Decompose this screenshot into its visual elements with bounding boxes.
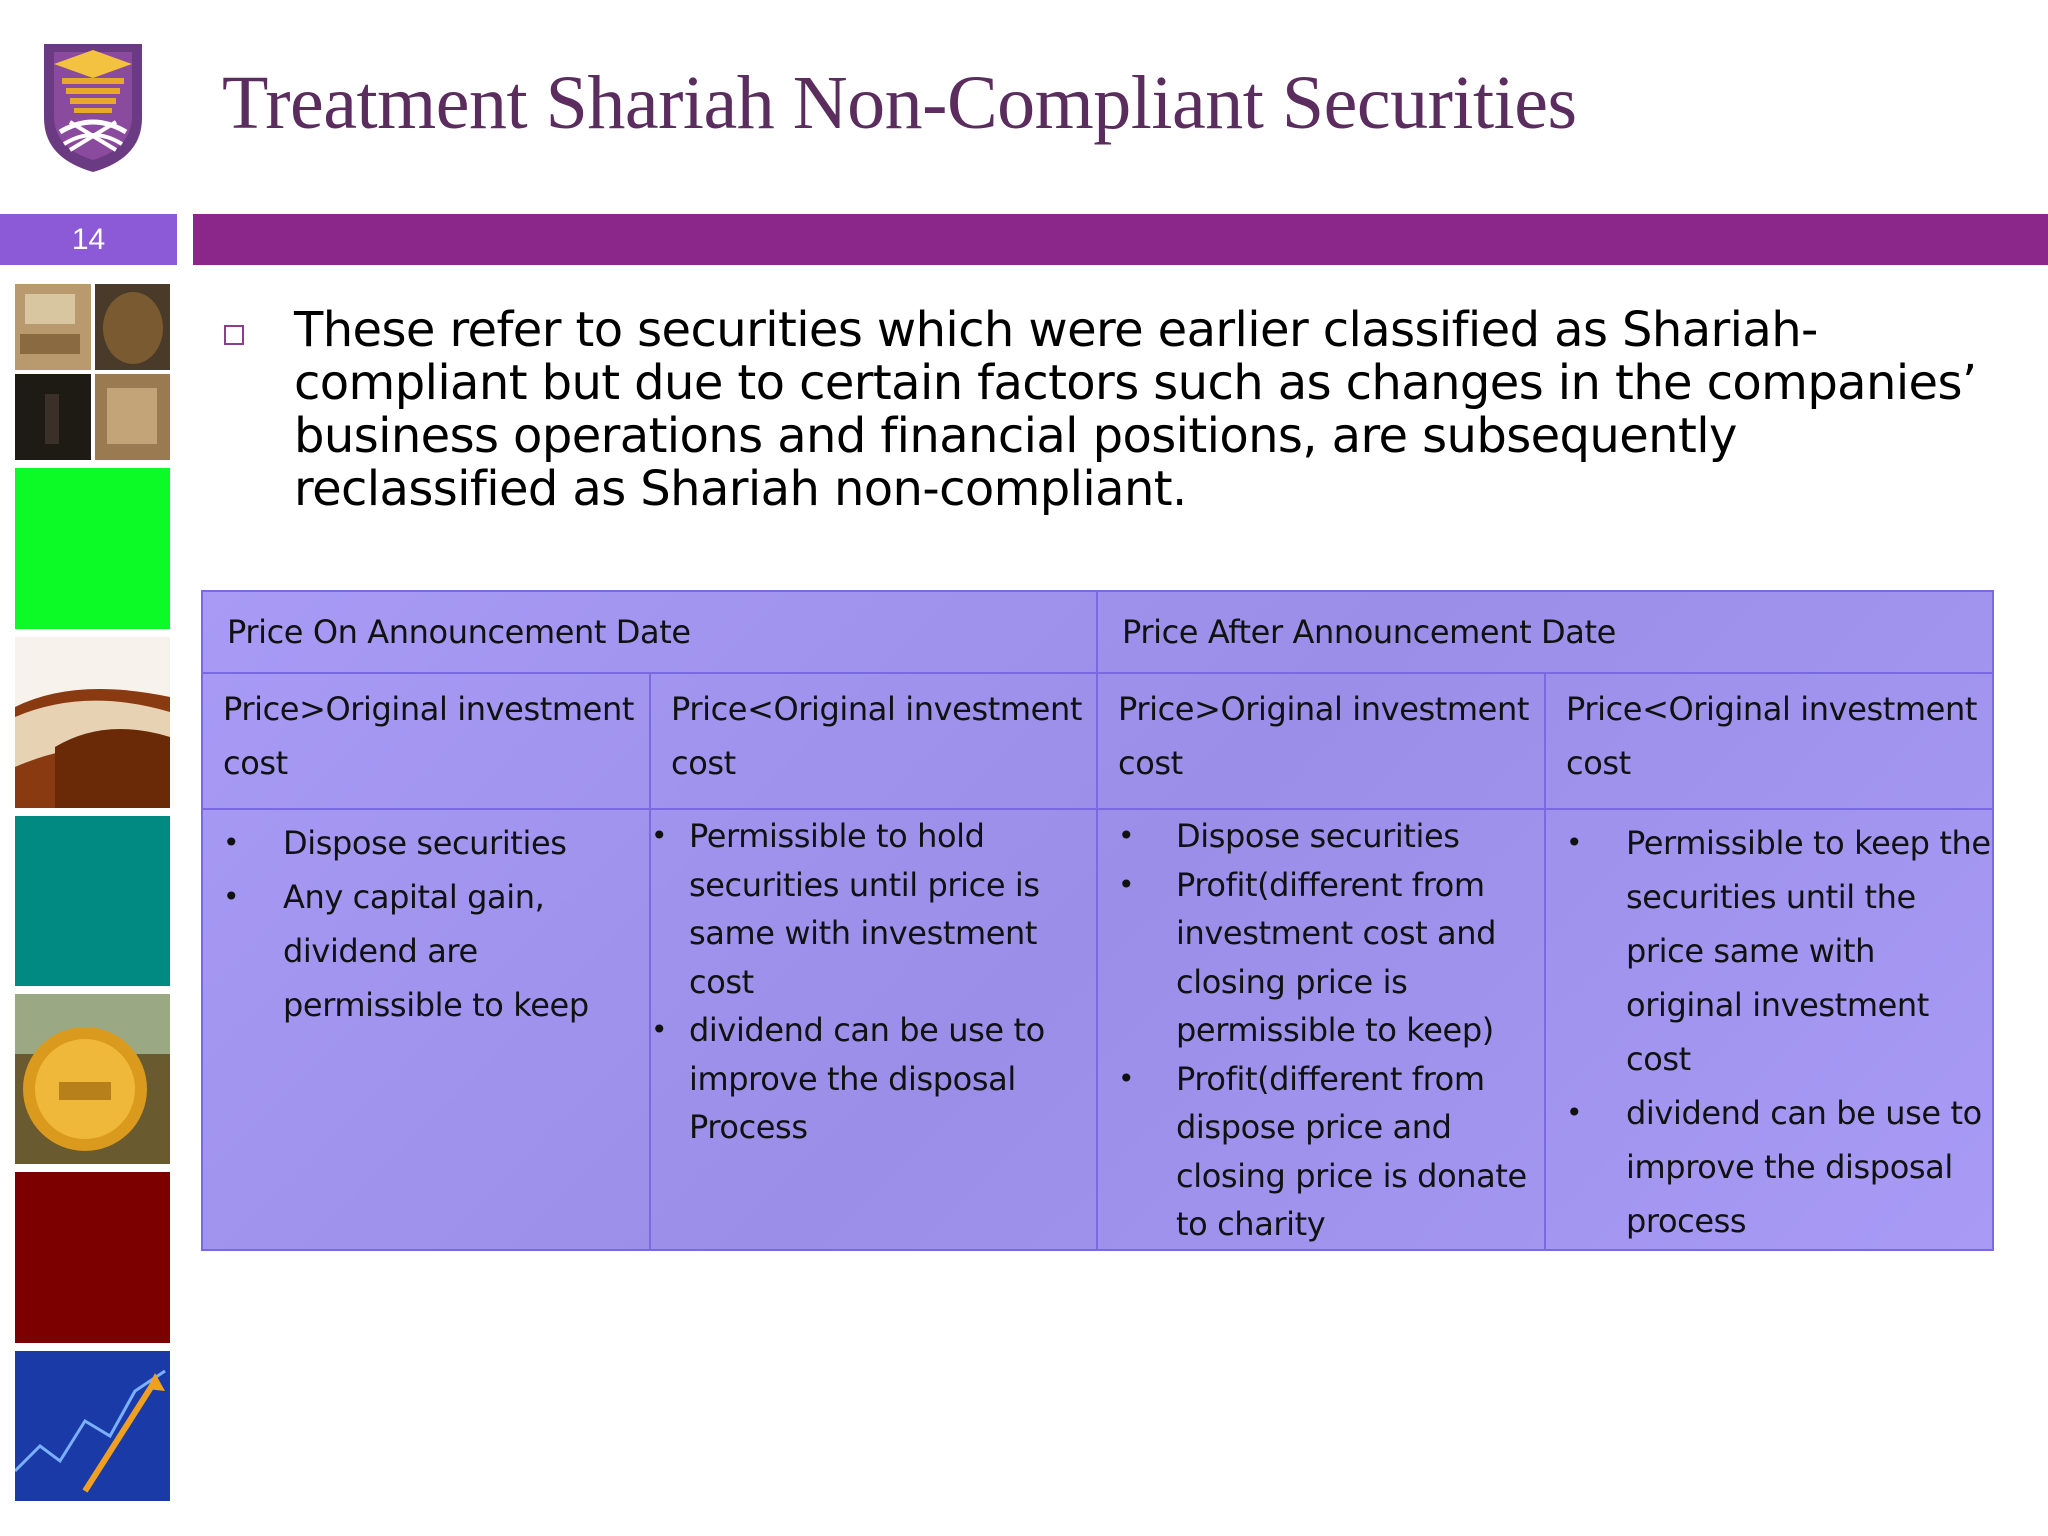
slide-number: 14 [0, 214, 177, 265]
university-logo [38, 40, 148, 176]
table-cell [1097, 809, 1545, 1250]
maroon-tile [15, 1172, 170, 1343]
title-bar [193, 214, 2048, 265]
table-cell [650, 809, 1097, 1250]
column-header: Price<Original investment cost [650, 673, 1097, 809]
coin-image [15, 994, 170, 1164]
list-item: • Permissible to hold securities until price is same with investment cost [651, 812, 1096, 1006]
list-item: • Dispose securities [223, 816, 649, 870]
square-bullet-icon [224, 325, 244, 345]
treatment-table [201, 590, 1994, 1251]
column-header: Price>Original investment cost [202, 673, 650, 809]
book-image [15, 637, 170, 808]
stock-chart-image [15, 1351, 170, 1501]
green-tile [15, 468, 170, 629]
list-item: • Dispose securities [1118, 812, 1544, 861]
list-item: • dividend can be use to improve the disposal process [1566, 1086, 1992, 1248]
column-header: Price>Original investment cost [1097, 673, 1545, 809]
list-item: • dividend can be use to improve the disposal Process [651, 1006, 1096, 1152]
list-item: • Any capital gain, dividend are permissible to keep [223, 870, 649, 1032]
table-cell [202, 809, 650, 1250]
column-header: Price<Original investment cost [1545, 673, 1993, 809]
slide-title: Treatment Shariah Non-Compliant Securities [222, 61, 1577, 145]
list-item: • Profit(different from dispose price and closing price is donate to charity [1118, 1055, 1544, 1249]
table-cell [1545, 809, 1993, 1250]
group-header-on: Price On Announcement Date [202, 591, 1097, 673]
teal-tile [15, 816, 170, 986]
group-header-after: Price After Announcement Date [1097, 591, 1993, 673]
intro-paragraph: These refer to securities which were earlier classified as Shariah-compliant but due to certain factors such as changes in the companies’ business operations and financial positions, are subsequently reclassified as Shariah non-compliant. [294, 302, 1977, 517]
list-item: • Profit(different from investment cost and closing price is permissible to keep) [1118, 861, 1544, 1055]
list-item: • Permissible to keep the securities until the price same with original investment cost [1566, 816, 1992, 1086]
collage-image [15, 284, 170, 460]
